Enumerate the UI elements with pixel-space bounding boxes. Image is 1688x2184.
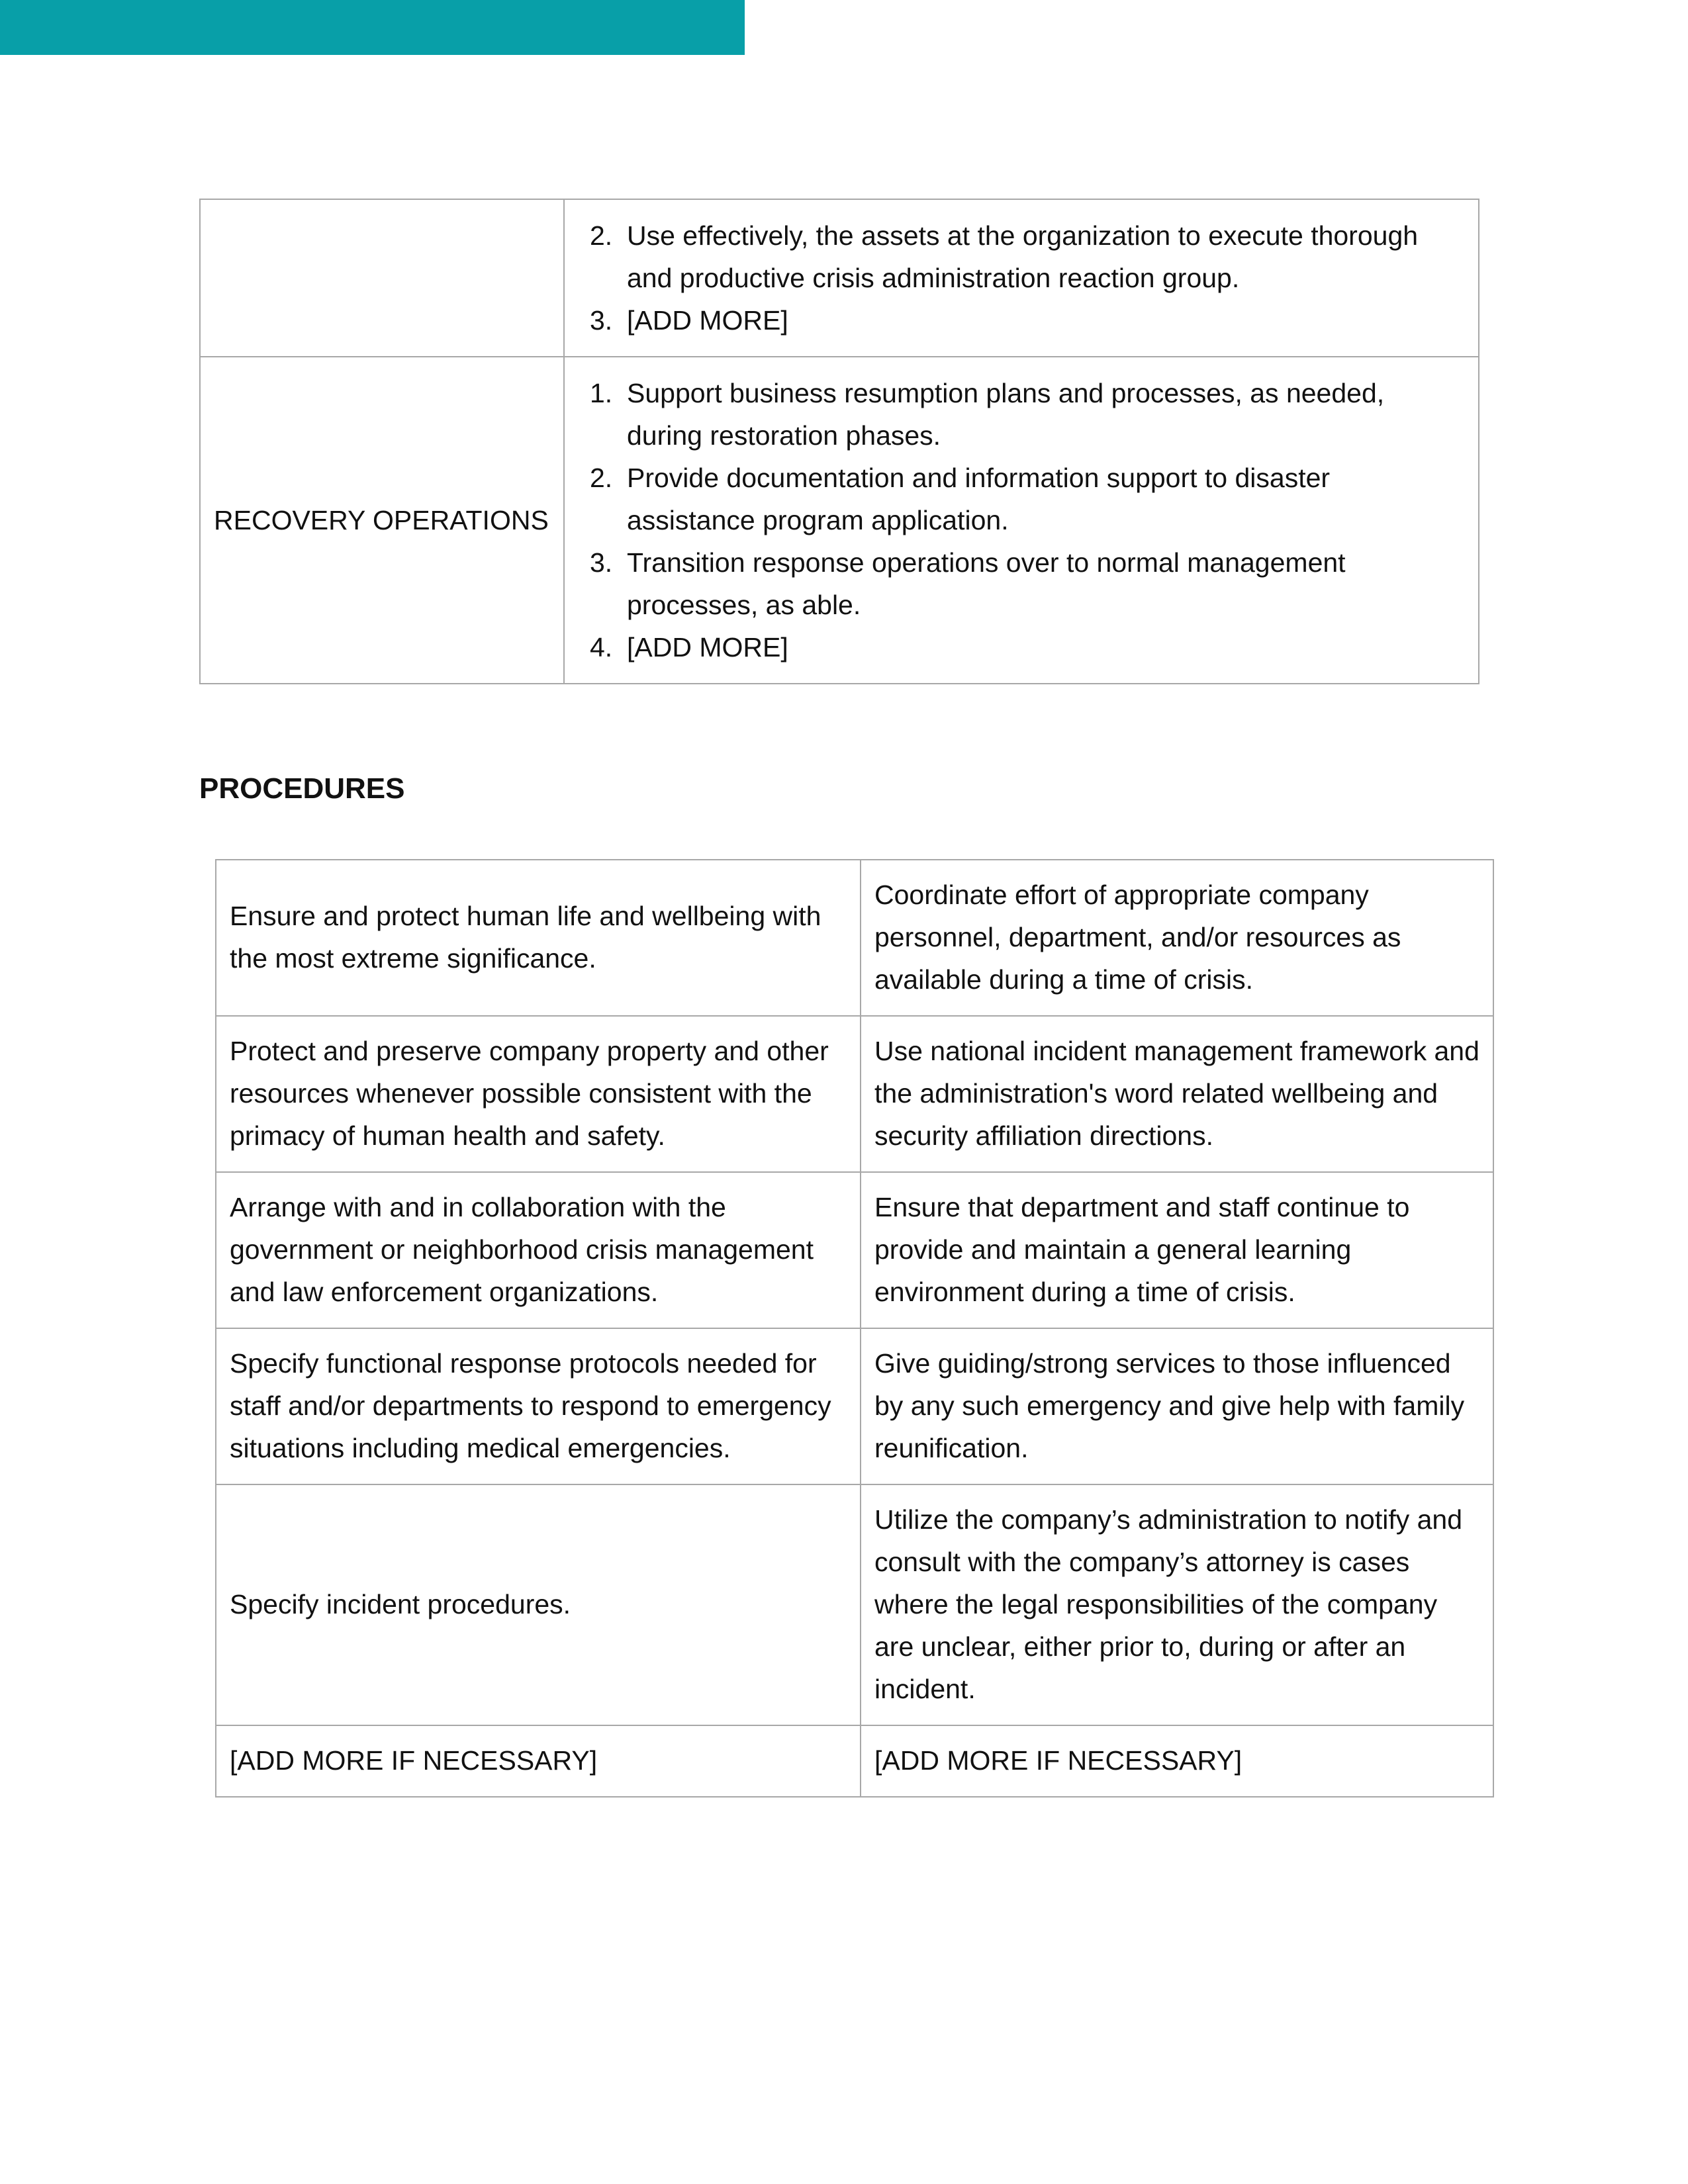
procedure-cell-left: Protect and preserve company property and other resources whenever possible consistent with the primacy of human health and safety. xyxy=(216,1016,861,1172)
procedure-cell-left: Ensure and protect human life and wellbeing with the most extreme significance. xyxy=(216,860,861,1016)
procedure-cell-right: Coordinate effort of appropriate company personnel, department, and/or resources as available during a time of crisis. xyxy=(861,860,1493,1016)
numbered-list xyxy=(578,214,1464,341)
list-item-text: [ADD MORE] xyxy=(627,632,788,662)
procedure-cell-right: Ensure that department and staff continue to provide and maintain a general learning environment during a time of crisis. xyxy=(861,1172,1493,1328)
table-row xyxy=(216,1484,1493,1725)
list-number: 1. xyxy=(590,378,613,408)
procedure-cell-right: Give guiding/strong services to those influenced by any such emergency and give help with family reunification. xyxy=(861,1328,1493,1484)
table-row xyxy=(216,1328,1493,1484)
table-row xyxy=(216,860,1493,1016)
list-item-text: Transition response operations over to normal management processes, as able. xyxy=(627,547,1346,620)
list-item-text: Provide documentation and information support to disaster assistance program application. xyxy=(627,463,1331,535)
list-item-text: [ADD MORE] xyxy=(627,305,788,336)
table-row xyxy=(200,357,1479,684)
list-item-text: Use effectively, the assets at the organization to execute thorough and productive crisis administration reaction group. xyxy=(627,220,1419,293)
list-number: 3. xyxy=(590,305,613,336)
objective-items-cell xyxy=(564,357,1479,684)
list-item xyxy=(578,299,1464,341)
list-number: 2. xyxy=(590,463,613,493)
list-number: 2. xyxy=(590,220,613,251)
procedure-cell-left: [ADD MORE IF NECESSARY] xyxy=(216,1725,861,1797)
list-item xyxy=(578,214,1464,299)
procedure-cell-right: Use national incident management framework and the administration's word related wellbeing and security affiliation directions. xyxy=(861,1016,1493,1172)
table-row xyxy=(216,1172,1493,1328)
objective-category-label: RECOVERY OPERATIONS xyxy=(200,357,564,684)
procedure-cell-right: [ADD MORE IF NECESSARY] xyxy=(861,1725,1493,1797)
table-row xyxy=(216,1725,1493,1797)
procedure-cell-left: Specify functional response protocols needed for staff and/or departments to respond to emergency situations including medical emergencies. xyxy=(216,1328,861,1484)
procedure-cell-right: Utilize the company’s administration to notify and consult with the company’s attorney is cases where the legal responsibilities of the company are unclear, either prior to, during or after an incident. xyxy=(861,1484,1493,1725)
objectives-table xyxy=(199,199,1479,684)
list-item-text: Support business resumption plans and processes, as needed, during restoration phases. xyxy=(627,378,1385,451)
list-number: 4. xyxy=(590,632,613,662)
table-row xyxy=(216,1016,1493,1172)
procedures-table xyxy=(215,859,1494,1797)
table-row xyxy=(200,199,1479,357)
numbered-list xyxy=(578,372,1464,668)
objective-items-cell xyxy=(564,199,1479,357)
procedure-cell-left: Specify incident procedures. xyxy=(216,1484,861,1725)
procedures-heading: PROCEDURES xyxy=(199,772,405,805)
list-item xyxy=(578,457,1464,541)
list-item xyxy=(578,541,1464,626)
objective-category-label xyxy=(200,199,564,357)
list-item xyxy=(578,372,1464,457)
header-accent-bar xyxy=(0,0,745,55)
list-item xyxy=(578,626,1464,668)
procedure-cell-left: Arrange with and in collaboration with the government or neighborhood crisis management and law enforcement organizations. xyxy=(216,1172,861,1328)
list-number: 3. xyxy=(590,547,613,578)
